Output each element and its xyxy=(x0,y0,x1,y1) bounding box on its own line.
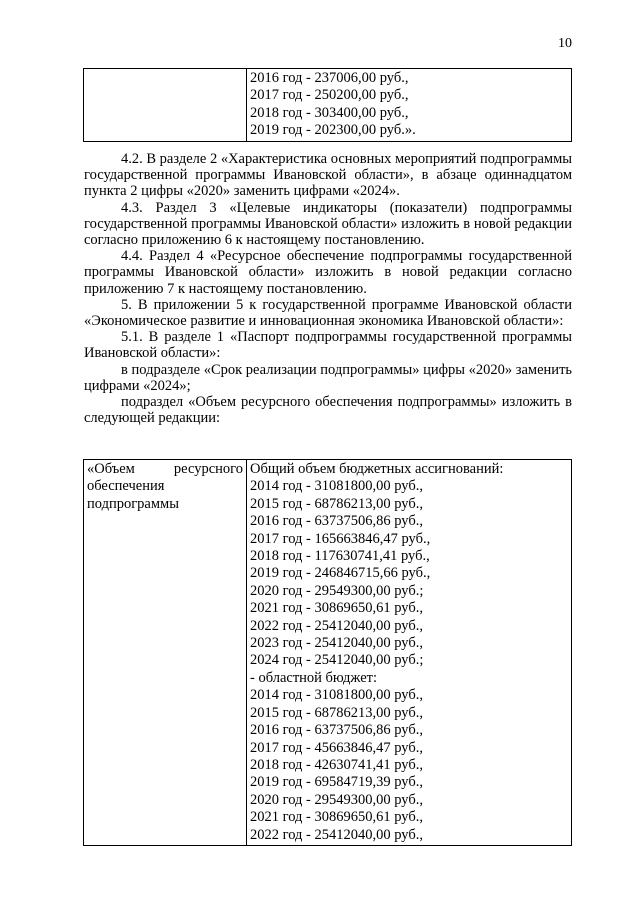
funding-year-line: 2016 год - 63737506,86 руб., xyxy=(250,722,423,739)
funding-year-line: 2016 год - 63737506,86 руб., xyxy=(250,513,423,530)
funding-year-line: 2021 год - 30869650,61 руб., xyxy=(250,809,423,826)
funding-year-line: 2020 год - 29549300,00 руб.; xyxy=(250,582,424,599)
paragraph-4-4: 4.4. Раздел 4 «Ресурсное обеспечение подпрограммы государственной программы Ивановской области» изложить в новой редакции согласно приложению 7 к настоящему постановлению. xyxy=(84,248,572,297)
table-value-cell xyxy=(247,460,572,846)
page-number: 10 xyxy=(558,36,572,51)
table-label-cell xyxy=(84,69,247,142)
paragraph-resource-intro: подраздел «Объем ресурсного обеспечения подпрограммы» изложить в следующей редакции: xyxy=(84,394,572,427)
funding-year-line: 2017 год - 165663846,47 руб., xyxy=(250,530,431,547)
paragraph-4-2: 4.2. В разделе 2 «Характеристика основных мероприятий подпрограммы государственной программы Ивановской области», в абзаце одиннадцатом пункта 2 цифры «2020» заменить цифрами «2024». xyxy=(84,151,572,200)
paragraph-4-3: 4.3. Раздел 3 «Целевые индикаторы (показатели) подпрограммы государственной программы Ивановской области» изложить в новой редакции согласно приложению 6 к настоящему постановлению. xyxy=(84,199,572,249)
funding-year-line: 2018 год - 117630741,41 руб., xyxy=(250,548,430,565)
table-row xyxy=(84,460,572,846)
label-line: «Объем ресурсного xyxy=(87,461,243,477)
label-line: обеспечения xyxy=(87,478,165,495)
document-body xyxy=(84,151,572,426)
paragraph-term-change: в подразделе «Срок реализации подпрограммы» цифры «2020» заменить цифрами «2024»; xyxy=(84,361,573,394)
funding-year-line: 2014 год - 31081800,00 руб., xyxy=(250,687,423,704)
funding-year-line: 2019 год - 69584719,39 руб., xyxy=(250,774,423,791)
funding-year-line: 2018 год - 42630741,41 руб., xyxy=(250,756,423,773)
funding-year-line: 2020 год - 29549300,00 руб., xyxy=(250,791,423,808)
paragraph-5-1: 5.1. В разделе 1 «Паспорт подпрограммы государственной программы Ивановской области»: xyxy=(84,329,572,362)
table-label-cell xyxy=(84,460,247,846)
funding-year-line: 2022 год - 25412040,00 руб., xyxy=(250,617,423,634)
funding-year-line: 2024 год - 25412040,00 руб.; xyxy=(250,652,424,669)
funding-year-line: 2021 год - 30869650,61 руб., xyxy=(250,600,423,617)
funding-year-line: 2019 год - 246846715,66 руб., xyxy=(250,565,431,582)
paragraph-5: 5. В приложении 5 к государственной программе Ивановской области «Экономическое развитие и инновационная экономика Ивановской области»: xyxy=(84,296,572,330)
funding-total-heading: Общий объем бюджетных ассигнований: xyxy=(250,461,504,477)
funding-year-line: 2022 год - 25412040,00 руб., xyxy=(250,826,423,843)
funding-year-line: 2017 год - 45663846,47 руб., xyxy=(250,739,423,756)
funding-year-line: 2015 год - 68786213,00 руб., xyxy=(250,495,423,512)
regional-budget-heading: - областной бюджет: xyxy=(250,669,378,686)
label-line: подпрограммы xyxy=(87,495,179,512)
funding-year-line: 2023 год - 25412040,00 руб., xyxy=(250,635,423,652)
funding-year-line: 2018 год - 303400,00 руб., xyxy=(250,104,409,121)
resource-support-table xyxy=(83,459,572,846)
funding-year-line: 2015 год - 68786213,00 руб., xyxy=(250,704,423,721)
table-row xyxy=(84,69,572,142)
funding-year-line: 2016 год - 237006,00 руб., xyxy=(250,70,409,86)
funding-table-continued xyxy=(83,68,572,142)
funding-year-line: 2019 год - 202300,00 руб.». xyxy=(250,122,416,139)
table-value-cell xyxy=(247,69,572,142)
funding-year-line: 2014 год - 31081800,00 руб., xyxy=(250,478,423,495)
funding-year-line: 2017 год - 250200,00 руб., xyxy=(250,87,409,104)
